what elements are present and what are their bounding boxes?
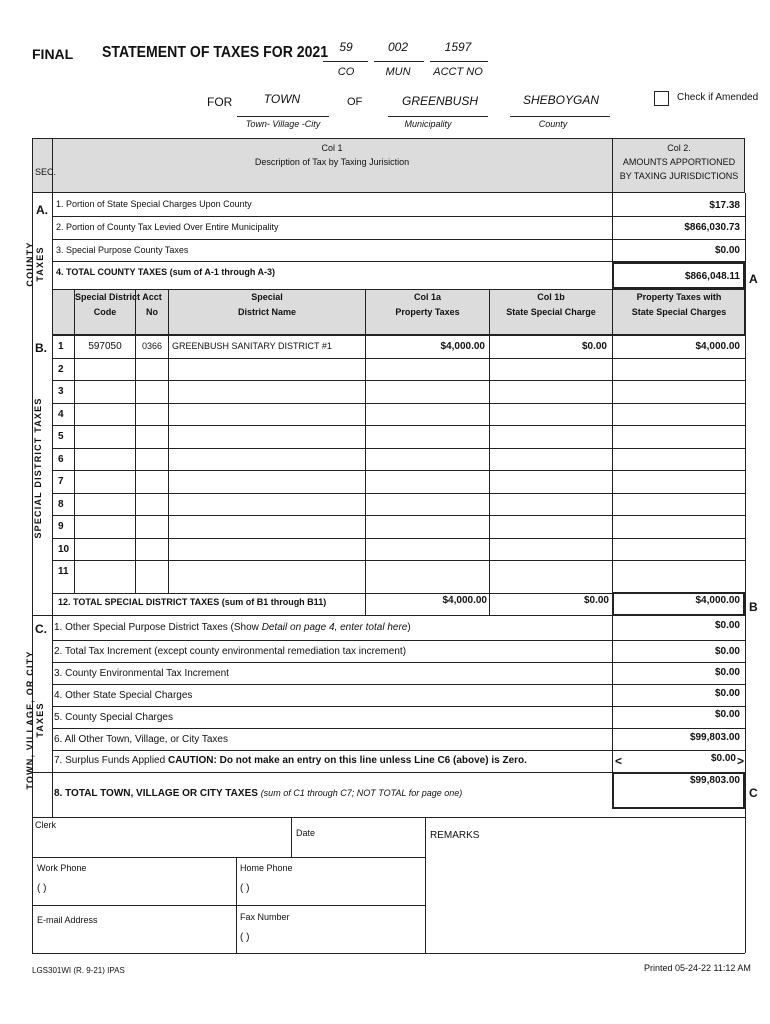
final-label: FINAL <box>32 46 74 62</box>
c-row-7-label: 7. Surplus Funds Applied CAUTION: Do not make an entry on this line unless Line C6 (above) is Zero. <box>54 755 527 766</box>
home-phone-label: Home Phone <box>240 863 293 873</box>
b-total-prop: $4,000.00 <box>442 595 487 606</box>
b-row-num: 2 <box>58 364 64 375</box>
town-value: TOWN <box>263 92 301 106</box>
b-row-num: 1 <box>58 341 64 352</box>
b-total-label: 12. TOTAL SPECIAL DISTRICT TAXES (sum of B1 through B11) <box>58 597 327 607</box>
c-row-4-label: 4. Other State Special Charges <box>54 690 193 701</box>
municipality-value: GREENBUSH <box>401 94 478 108</box>
b-total-amount: $4,000.00 <box>695 595 740 606</box>
b-col1a-header-1: Col 1a <box>413 292 441 302</box>
b-row-code: 597050 <box>88 341 122 352</box>
section-c-letter: C. <box>35 622 47 636</box>
a-marker: A <box>749 272 758 286</box>
a-row-1-label: 1. Portion of State Special Charges Upon County <box>56 199 252 209</box>
b-acct-header-1: Acct <box>142 292 162 302</box>
b-row-num: 7 <box>58 476 64 487</box>
c-row-4-amount: $0.00 <box>714 688 740 699</box>
printed-timestamp: Printed 05-24-22 11:12 AM <box>644 963 751 973</box>
form-id: LGS301WI (R. 9-21) IPAS <box>32 966 125 975</box>
c-row-6-amount: $99,803.00 <box>689 732 740 743</box>
section-b-side-label: SPECIAL DISTRICT TAXES <box>33 397 43 539</box>
c-row-5-amount: $0.00 <box>714 709 740 720</box>
c-row-5-label: 5. County Special Charges <box>54 712 173 723</box>
acct-value: 1597 <box>444 40 472 54</box>
b-col2-header-1: Property Taxes with <box>636 292 722 302</box>
b-code-header-2: Code <box>93 307 117 317</box>
mun-label: MUN <box>385 66 411 78</box>
b-row-num: 5 <box>58 431 64 442</box>
section-c-side-label: TOWN, VILLAGE, OR CITY TAXES <box>25 650 45 790</box>
mun-value: 002 <box>387 40 409 54</box>
b-row-prop: $4,000.00 <box>440 341 485 352</box>
b-row-num: 6 <box>58 454 64 465</box>
co-value: 59 <box>339 40 353 54</box>
amended-label: Check if Amended <box>677 92 759 103</box>
section-b-letter: B. <box>35 341 47 355</box>
b-col1a-header-2: Property Taxes <box>395 307 460 317</box>
amended-checkbox[interactable] <box>654 91 669 106</box>
municipality-caption: Municipality <box>404 119 452 129</box>
acct-label: ACCT NO <box>433 66 483 78</box>
c-row-1-label: 1. Other Special Purpose District Taxes (Show Detail on page 4, enter total here) <box>54 622 411 633</box>
b-col2-header-2: State Special Charges <box>631 307 727 317</box>
c-row-3-amount: $0.00 <box>714 667 740 678</box>
a-row-3-label: 3. Special Purpose County Taxes <box>56 245 189 255</box>
c-row-6-label: 6. All Other Town, Village, or City Taxes <box>54 734 228 745</box>
a-row-1-amount: $17.38 <box>709 200 740 211</box>
b-row-name: GREENBUSH SANITARY DISTRICT #1 <box>172 341 332 351</box>
b-row-num: 8 <box>58 499 64 510</box>
col1-title: Col 1 <box>321 143 343 153</box>
b-marker: B <box>749 600 758 614</box>
for-label: FOR <box>207 95 233 109</box>
b-row-acct: 0366 <box>141 341 163 351</box>
b-row-num: 10 <box>58 544 70 555</box>
b-row-ssc: $0.00 <box>581 341 607 352</box>
work-phone-field[interactable]: ( ) <box>37 883 47 894</box>
c-row-7-amount: $0.00 <box>710 753 736 764</box>
a-total-label: 4. TOTAL COUNTY TAXES (sum of A-1 through A-3) <box>56 267 276 277</box>
b-row-total: $4,000.00 <box>695 341 740 352</box>
date-label: Date <box>296 828 316 838</box>
fax-field[interactable]: ( ) <box>240 932 250 943</box>
fax-label: Fax Number <box>240 912 290 922</box>
of-label: OF <box>347 96 363 108</box>
c-row-7-gt: > <box>737 754 745 768</box>
b-total-ssc: $0.00 <box>583 595 609 606</box>
b-row-num: 4 <box>58 409 64 420</box>
c-total-label: 8. TOTAL TOWN, VILLAGE OR CITY TAXES (sum of C1 through C7; NOT TOTAL for page one) <box>54 788 463 799</box>
town-caption: Town- Village -City <box>245 119 321 129</box>
col2-line1: AMOUNTS APPORTIONED <box>622 157 736 167</box>
c-marker: C <box>749 786 758 800</box>
col1-description: Description of Tax by Taxing Jurisiction <box>254 157 410 167</box>
county-value: SHEBOYGAN <box>522 93 600 107</box>
a-total-amount: $866,048.11 <box>684 271 740 282</box>
section-a-side-label: COUNTY TAXES <box>25 241 45 287</box>
c-row-7-lt: < <box>615 754 623 768</box>
b-name-header-2: District Name <box>237 307 297 317</box>
work-phone-label: Work Phone <box>37 863 87 873</box>
a-row-2-label: 2. Portion of County Tax Levied Over Entire Municipality <box>56 222 279 232</box>
c-row-1-amount: $0.00 <box>714 620 740 631</box>
page-title: STATEMENT OF TAXES FOR 2021 <box>102 44 329 61</box>
co-label: CO <box>337 66 355 78</box>
a-row-2-amount: $866,030.73 <box>684 222 740 233</box>
c-row-3-label: 3. County Environmental Tax Increment <box>54 668 229 679</box>
c-row-2-amount: $0.00 <box>714 646 740 657</box>
b-name-header-1: Special <box>251 292 283 302</box>
b-col1b-header-1: Col 1b <box>537 292 565 302</box>
col2-line2: BY TAXING JURISDICTIONS <box>619 171 739 181</box>
b-row-num: 11 <box>58 566 69 577</box>
remarks-label: REMARKS <box>430 830 480 841</box>
c-total-amount: $99,803.00 <box>689 775 740 786</box>
a-row-3-amount: $0.00 <box>714 245 740 256</box>
b-code-header-1: Special District <box>75 292 141 302</box>
b-row-num: 9 <box>58 521 64 532</box>
b-col1b-header-2: State Special Charge <box>506 307 596 317</box>
b-acct-header-2: No <box>146 307 158 317</box>
county-caption: County <box>538 119 568 129</box>
b-row-num: 3 <box>58 386 64 397</box>
clerk-label: Clerk <box>35 820 57 830</box>
email-label: E-mail Address <box>37 915 98 925</box>
home-phone-field[interactable]: ( ) <box>240 883 250 894</box>
sec-header: SEC. <box>35 167 57 177</box>
col2-title: Col 2. <box>667 143 691 153</box>
c-row-2-label: 2. Total Tax Increment (except county environmental remediation tax increment) <box>54 646 407 657</box>
section-a-letter: A. <box>36 203 48 217</box>
